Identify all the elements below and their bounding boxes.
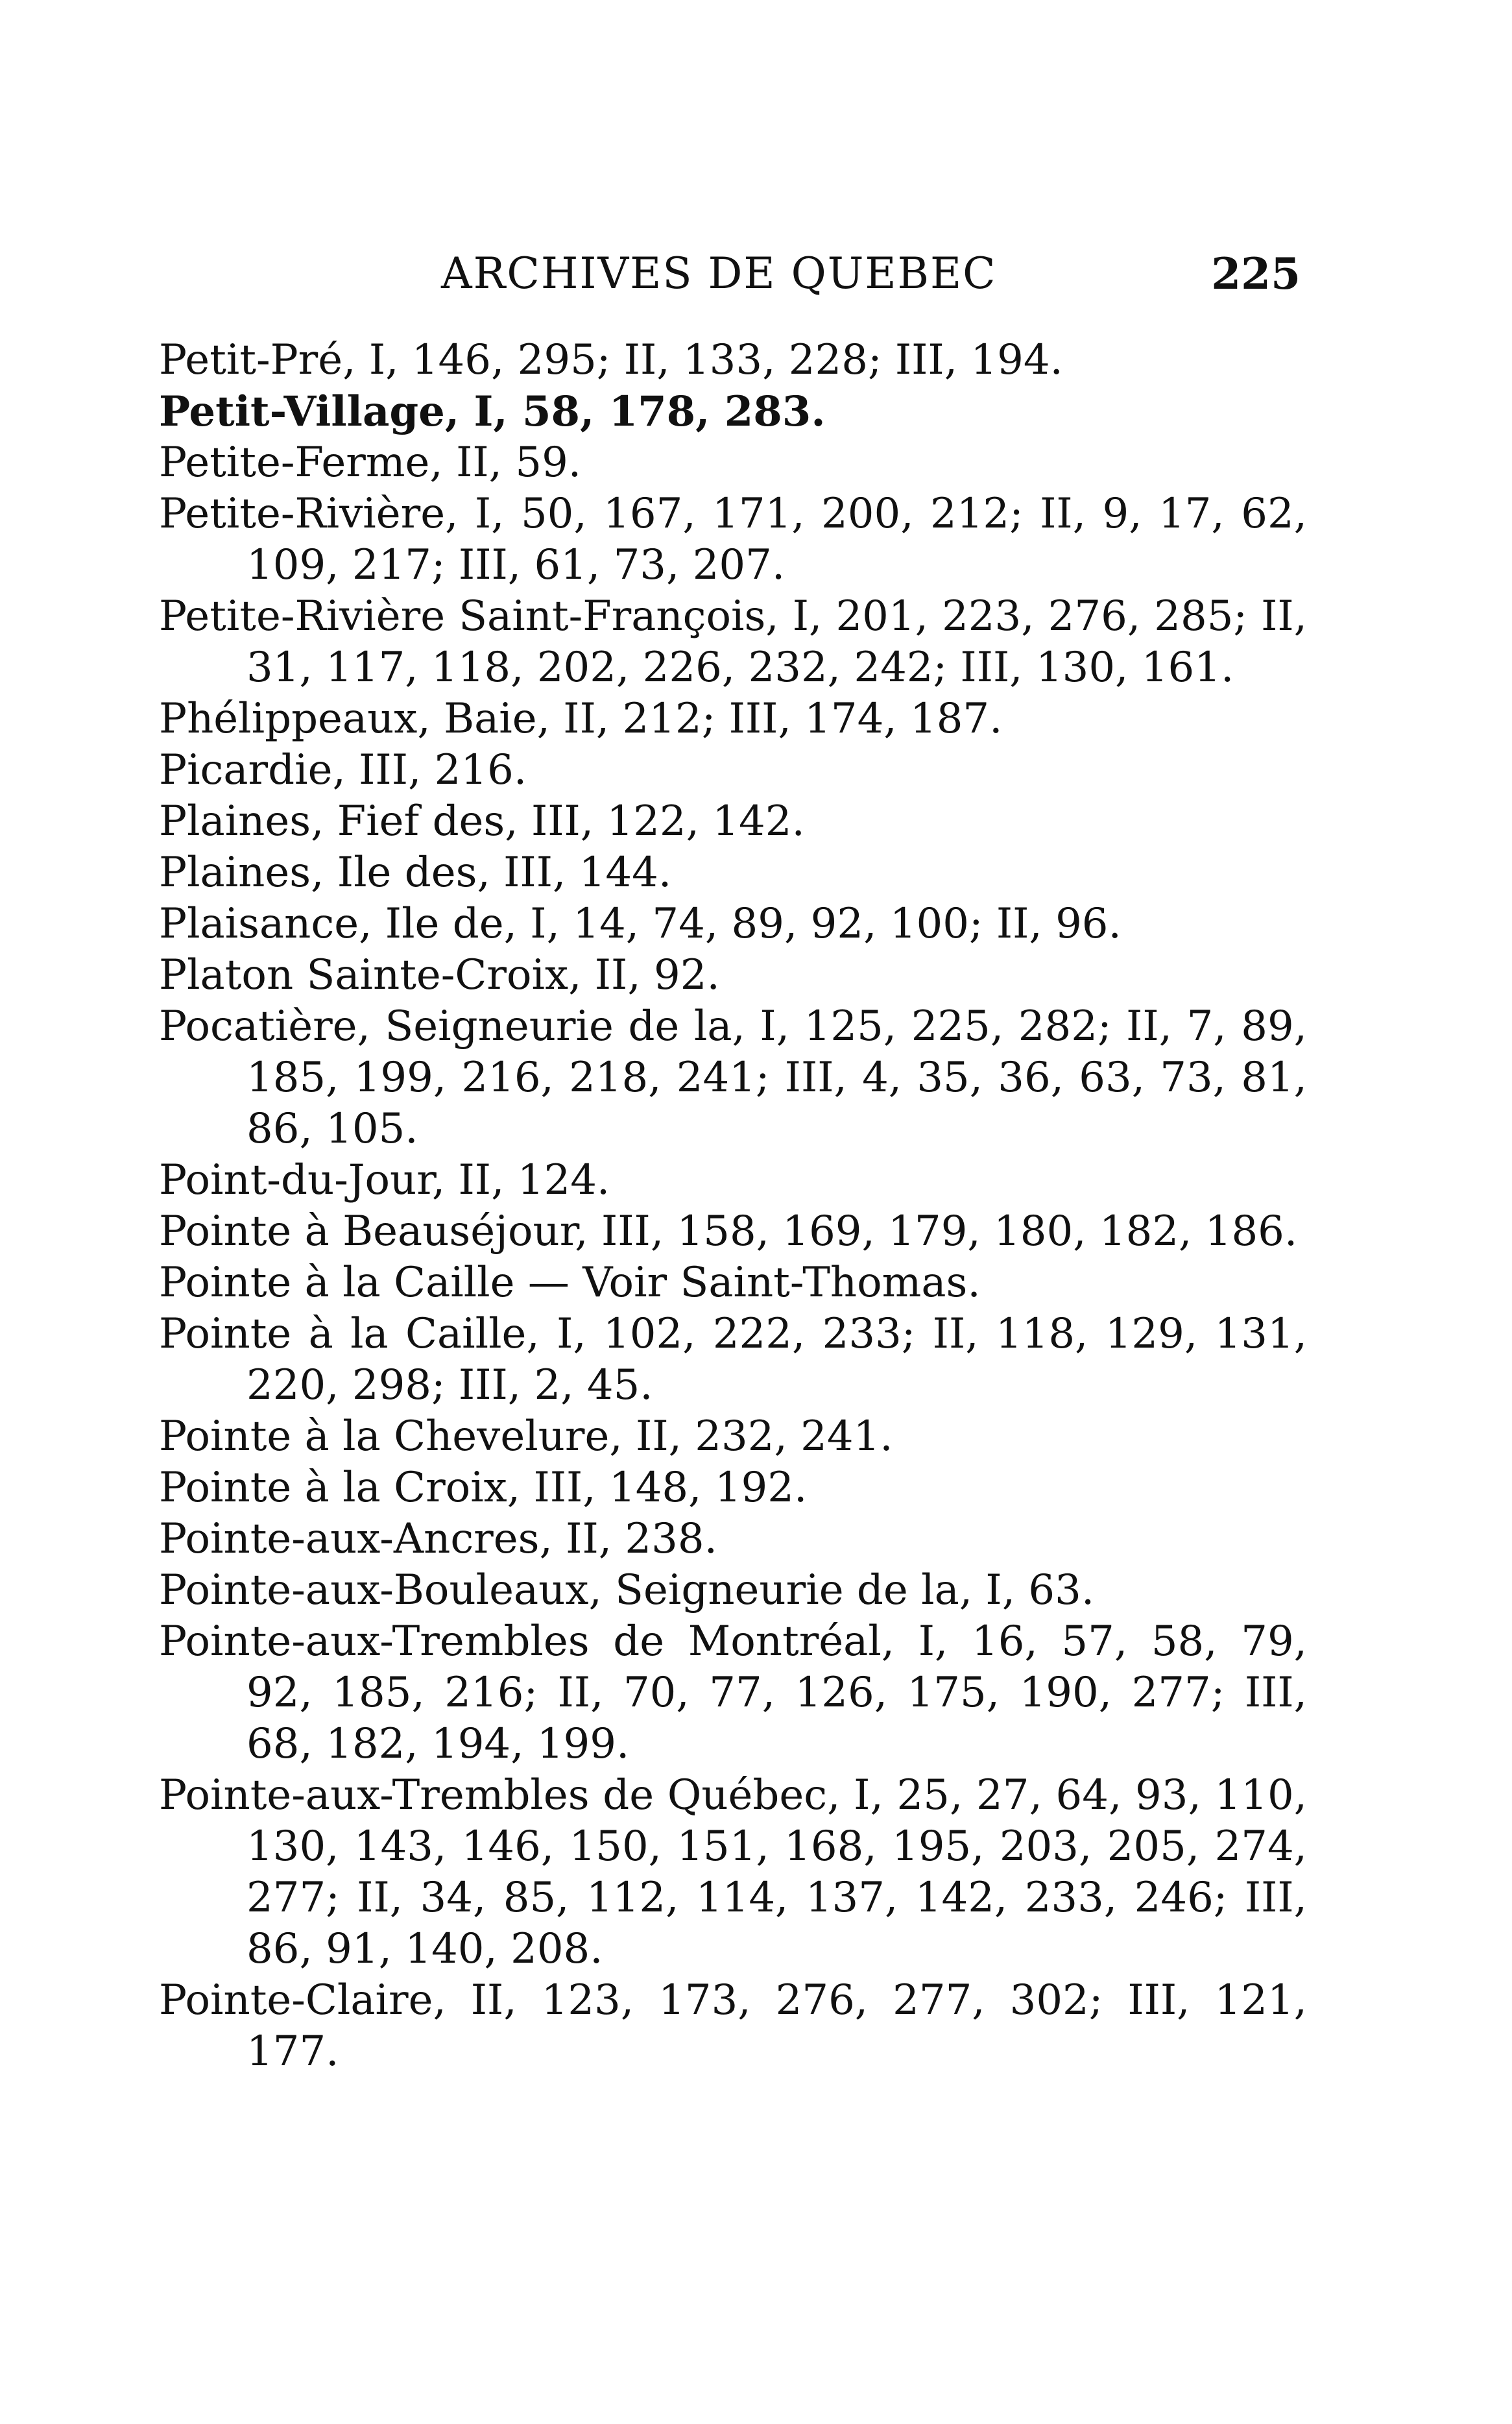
index-entry: Pointe à la Caille, I, 102, 222, 233; II, 118, 129, 131, 220, 298; III, 2, 45. (159, 1310, 1307, 1409)
index-entry: Pointe-aux-Ancres, II, 238. (159, 1515, 717, 1563)
index-entry: Pointe-Claire, II, 123, 173, 276, 277, 302; III, 121, 177. (159, 1976, 1307, 2076)
index-entry: Point-du-Jour, II, 124. (159, 1156, 610, 1204)
index-entry: Pointe à la Chevelure, II, 232, 241. (159, 1412, 893, 1460)
running-header (159, 241, 1301, 306)
index-entry: Plaisance, Ile de, I, 14, 74, 89, 92, 100; II, 96. (159, 900, 1122, 948)
index-entry: Petite-Rivière, I, 50, 167, 171, 200, 212; II, 9, 17, 62, 109, 217; III, 61, 73, 207. (159, 490, 1307, 589)
index-entry: Picardie, III, 216. (159, 746, 527, 794)
index-entry: Platon Sainte-Croix, II, 92. (159, 951, 720, 999)
index-entry: Pointe-aux-Trembles de Montréal, I, 16, 57, 58, 79, 92, 185, 216; II, 70, 77, 126, 175, 190, 277; III, 68, 182, 194, 199. (159, 1618, 1307, 1768)
index-entry: Pointe à la Caille — Voir Saint-Thomas. (159, 1259, 981, 1307)
index-entry: Pocatière, Seigneurie de la, I, 125, 225, 282; II, 7, 89, 185, 199, 216, 218, 241; III, 4, 35, 36, 63, 73, 81, 86, 105. (159, 1002, 1307, 1153)
running-title: ARCHIVES DE QUEBEC (441, 248, 997, 298)
page-number: 225 (1211, 248, 1301, 299)
index-entry: Petit-Village, I, 58, 178, 283. (159, 387, 826, 436)
index-entry: Pointe à Beauséjour, III, 158, 169, 179, 180, 182, 186. (159, 1207, 1298, 1255)
index-entry: Petite-Ferme, II, 59. (159, 439, 582, 487)
index-entry: Pointe-aux-Bouleaux, Seigneurie de la, I, 63. (159, 1566, 1095, 1614)
index-entry: Phélippeaux, Baie, II, 212; III, 174, 187. (159, 695, 1003, 743)
index-entry: Petit-Pré, I, 146, 295; II, 133, 228; III, 194. (159, 336, 1063, 384)
index-entry: Plaines, Ile des, III, 144. (159, 849, 672, 897)
index-entry: Pointe à la Croix, III, 148, 192. (159, 1464, 808, 1512)
index-entry: Petite-Rivière Saint-François, I, 201, 223, 276, 285; II, 31, 117, 118, 202, 226, 232, 242; III, 130, 161. (159, 592, 1307, 692)
index-entry: Plaines, Fief des, III, 122, 142. (159, 797, 805, 845)
index-entry: Pointe-aux-Trembles de Québec, I, 25, 27, 64, 93, 110, 130, 143, 146, 150, 151, 168, 195, 203, 205, 274, 277; II, 34, 85, 112, 114, 137, 142, 233, 246; III, 86, 91, 140, 208. (159, 1771, 1307, 1973)
index-entries (159, 335, 1307, 2078)
